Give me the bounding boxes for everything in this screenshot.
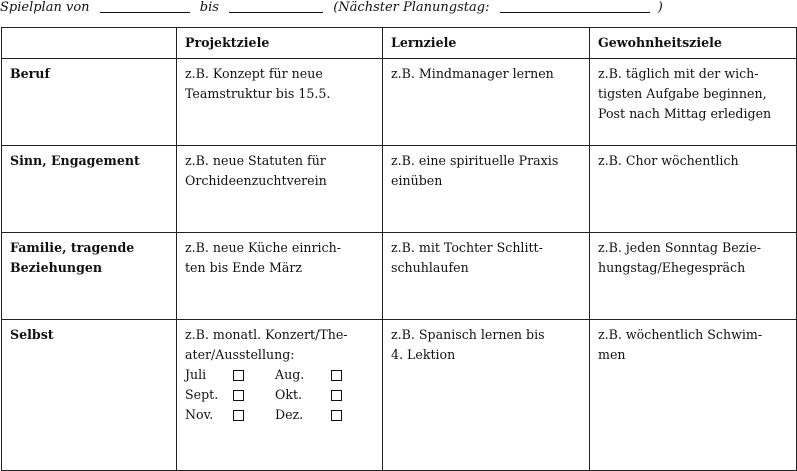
- cell-line: z.B. wöchentlich Schwim-: [598, 327, 763, 342]
- month-label: Juli: [185, 367, 207, 382]
- cell-line: tigsten Aufgabe beginnen,: [598, 86, 767, 101]
- cell-line: schuhlaufen: [391, 260, 469, 275]
- checkbox-icon[interactable]: [331, 390, 342, 401]
- cell-line: z.B. Chor wöchentlich: [598, 153, 739, 168]
- month-checklist: [185, 365, 374, 425]
- table-row-familie: [2, 233, 797, 320]
- row-label-line: Familie, tragende: [10, 240, 135, 255]
- spielplan-label: Spielplan von: [0, 0, 90, 15]
- checkbox-dez[interactable]: [331, 405, 345, 425]
- checkbox-icon[interactable]: [233, 410, 244, 421]
- end-date-blank[interactable]: [229, 0, 323, 13]
- checkbox-icon[interactable]: [233, 370, 244, 381]
- cell-line: z.B. neue Statuten für: [185, 153, 326, 168]
- column-header-lernziele: Lernziele: [383, 28, 590, 59]
- lernziel-cell: [383, 146, 590, 233]
- cell-line: Orchideenzuchtverein: [185, 173, 327, 188]
- column-header-projektziele: Projektziele: [177, 28, 383, 59]
- start-date-blank[interactable]: [100, 0, 190, 13]
- cell-line: 4. Lektion: [391, 347, 456, 362]
- cell-line: z.B. eine spirituelle Praxis: [391, 153, 559, 168]
- gewohnheitsziel-cell: [590, 320, 797, 471]
- lernziel-cell: [383, 59, 590, 146]
- projektziel-cell: [177, 59, 383, 146]
- cell-line: ater/Ausstellung:: [185, 347, 295, 362]
- corner-header: [2, 28, 177, 59]
- table-row-selbst: [2, 320, 797, 471]
- cell-line: ten bis Ende März: [185, 260, 303, 275]
- cell-line: z.B. täglich mit der wich-: [598, 66, 759, 81]
- table-row-sinn-engagement: [2, 146, 797, 233]
- planungstag-label: (Nächster Planungstag:: [333, 0, 490, 15]
- cell-line: einüben: [391, 173, 443, 188]
- checkbox-nov[interactable]: [233, 405, 247, 425]
- projektziel-cell: [177, 233, 383, 320]
- cell-line: hungstag/Ehegespräch: [598, 260, 746, 275]
- checkbox-sept[interactable]: [233, 385, 247, 405]
- cell-line: z.B. Spanisch lernen bis: [391, 327, 545, 342]
- bis-label: bis: [199, 0, 219, 15]
- month-label: Sept.: [185, 387, 219, 402]
- month-label: Okt.: [275, 387, 303, 402]
- cell-line: men: [598, 347, 626, 362]
- cell-line: z.B. jeden Sonntag Bezie-: [598, 240, 762, 255]
- row-label-line: Beziehungen: [10, 260, 103, 275]
- checkbox-icon[interactable]: [331, 410, 342, 421]
- checkbox-icon[interactable]: [331, 370, 342, 381]
- cell-line: z.B. mit Tochter Schlitt-: [391, 240, 543, 255]
- row-label-line: Beruf: [10, 66, 50, 81]
- close-paren: ): [657, 0, 663, 15]
- month-label: Dez.: [275, 407, 304, 422]
- month-label: Nov.: [185, 407, 214, 422]
- gewohnheitsziel-cell: [590, 233, 797, 320]
- form-header: [0, 0, 797, 20]
- row-label: [2, 233, 177, 320]
- checkbox-icon[interactable]: [233, 390, 244, 401]
- checkbox-aug[interactable]: [331, 365, 345, 385]
- row-label: [2, 320, 177, 471]
- cell-line: z.B. monatl. Konzert/The-: [185, 327, 348, 342]
- cell-line: Post nach Mittag erledigen: [598, 106, 772, 121]
- lernziel-cell: [383, 233, 590, 320]
- row-label-line: Selbst: [10, 327, 54, 342]
- lernziel-cell: [383, 320, 590, 471]
- row-label: [2, 59, 177, 146]
- cell-line: Teamstruktur bis 15.5.: [185, 86, 331, 101]
- projektziel-cell: [177, 146, 383, 233]
- gewohnheitsziel-cell: [590, 146, 797, 233]
- cell-line: z.B. Mindmanager lernen: [391, 66, 554, 81]
- next-planning-day-blank[interactable]: [500, 0, 650, 13]
- row-label: [2, 146, 177, 233]
- month-label: Aug.: [275, 367, 305, 382]
- row-label-line: Sinn, Engagement: [10, 153, 140, 168]
- plan-table: [1, 27, 797, 471]
- cell-line: z.B. neue Küche einrich-: [185, 240, 341, 255]
- checkbox-juli[interactable]: [233, 365, 247, 385]
- projektziel-cell: [177, 320, 383, 471]
- table-row-beruf: [2, 59, 797, 146]
- checkbox-okt[interactable]: [331, 385, 345, 405]
- table-header-row: [2, 28, 797, 59]
- gewohnheitsziel-cell: [590, 59, 797, 146]
- column-header-gewohnheitsziele: Gewohnheitsziele: [590, 28, 797, 59]
- cell-line: z.B. Konzept für neue: [185, 66, 323, 81]
